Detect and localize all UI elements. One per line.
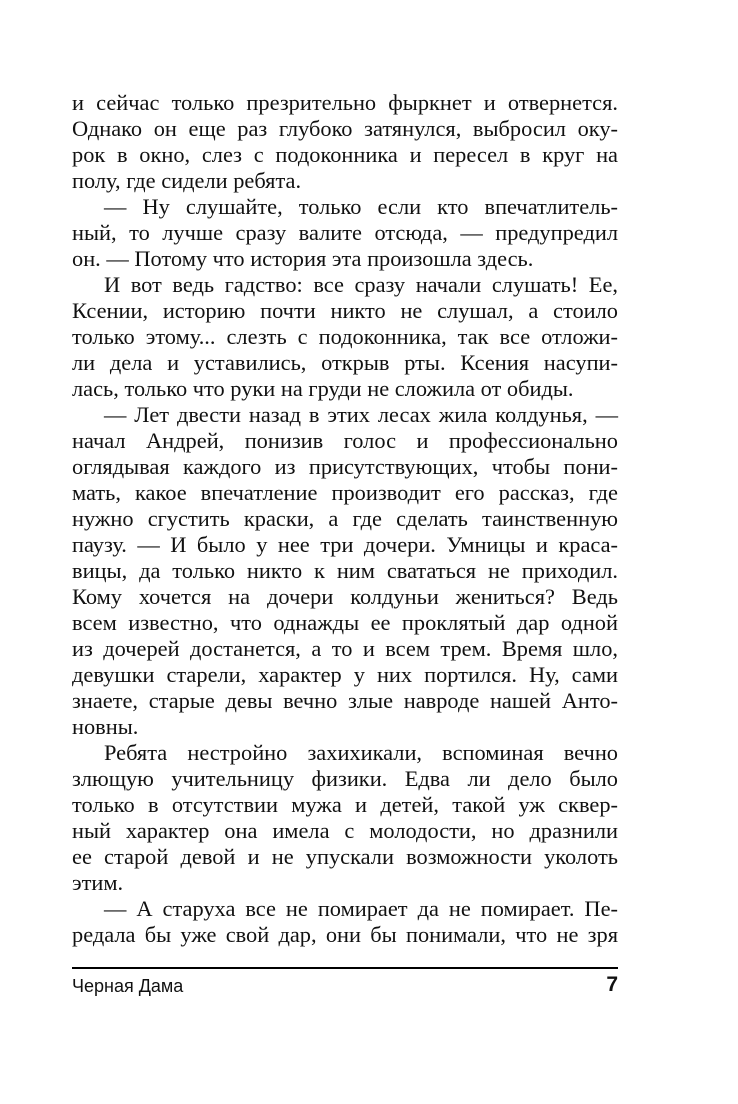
text-line: ный характер она имела с молодости, но дразнили <box>72 818 618 843</box>
text-line: ли дела и уставились, открыв рты. Ксения насупи- <box>72 350 618 375</box>
text-line: только в отсутствии мужа и детей, такой уж сквер- <box>72 792 618 817</box>
text-line: рок в окно, слез с подоконника и пересел в круг на <box>72 142 618 167</box>
text-line: этим. <box>72 870 124 895</box>
text-line: ее старой девой и не упускали возможности уколоть <box>72 844 618 869</box>
text-line: И вот ведь гадство: все сразу начали слушать! Ее, <box>104 272 618 297</box>
text-line: Однако он еще раз глубоко затянулся, выбросил оку- <box>72 116 618 141</box>
text-line: злющую учительницу физики. Едва ли дело было <box>72 766 618 791</box>
page-number: 7 <box>606 973 618 996</box>
footer-rule <box>72 967 618 969</box>
text-line: полу, где сидели ребята. <box>72 168 302 193</box>
text-line: — Ну слушайте, только если кто впечатлитель- <box>104 194 618 219</box>
text-line: только этому... слезть с подоконника, так все отложи- <box>72 324 618 349</box>
text-line: новны. <box>72 714 139 739</box>
text-line: ный, то лучше сразу валите отсюда, — предупредил <box>72 220 618 245</box>
text-line: паузу. — И было у нее три дочери. Умницы и краса- <box>72 532 618 557</box>
text-line: мать, какое впечатление производит его рассказ, где <box>72 480 618 505</box>
text-line: всем известно, что однажды ее проклятый дар одной <box>72 610 618 635</box>
text-line: и сейчас только презрительно фыркнет и отвернется. <box>72 90 618 115</box>
text-line: лась, только что руки на груди не сложила от обиды. <box>72 376 574 401</box>
text-line: Кому хочется на дочери колдуньи жениться? Ведь <box>72 584 618 609</box>
text-line: Ксении, историю почти никто не слушал, а стоило <box>72 298 618 323</box>
text-line: — Лет двести назад в этих лесах жила колдунья, — <box>104 402 618 427</box>
text-line: из дочерей достанется, а то и всем трем. Время шло, <box>72 636 618 661</box>
text-line: вицы, да только никто к ним свататься не приходил. <box>72 558 618 583</box>
text-line: редала бы уже свой дар, они бы понимали, что не зря <box>72 922 618 947</box>
text-line: он. — Потому что история эта произошла здесь. <box>72 246 534 271</box>
text-line: девушки старели, характер у них портился. Ну, сами <box>72 662 618 687</box>
text-line: — А старуха все не помирает да не помирает. Пе- <box>104 896 618 921</box>
text-line: нужно сгустить краски, а где сделать таинственную <box>72 506 618 531</box>
text-line: Ребята нестройно захихикали, вспоминая вечно <box>104 740 618 765</box>
text-line: знаете, старые девы вечно злые навроде нашей Анто- <box>72 688 618 713</box>
running-footer-title: Черная Дама <box>72 976 184 996</box>
text-line: оглядывая каждого из присутствующих, чтобы пони- <box>72 454 618 479</box>
text-line: начал Андрей, понизив голос и профессионально <box>72 428 618 453</box>
